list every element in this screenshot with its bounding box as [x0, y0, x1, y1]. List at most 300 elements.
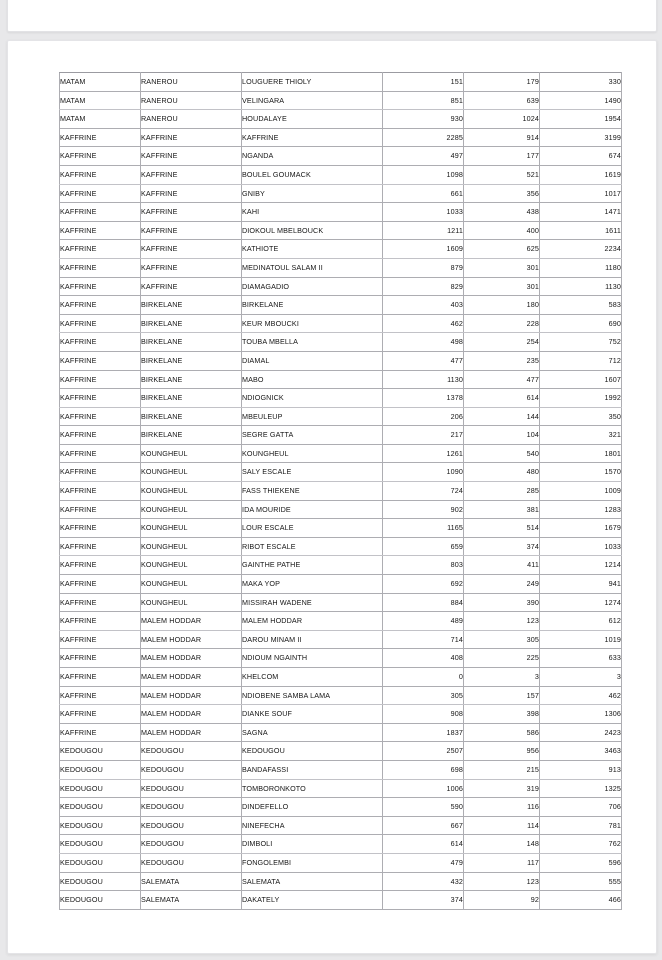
cell-n1: 477 [383, 351, 464, 370]
cell-region: KAFFRINE [60, 389, 141, 408]
cell-region: KAFFRINE [60, 240, 141, 259]
cell-commune: DAROU MINAM II [242, 630, 383, 649]
table-row [60, 333, 622, 352]
cell-n3: 941 [540, 575, 622, 594]
cell-dept: KOUNGHEUL [141, 556, 242, 575]
cell-region: KAFFRINE [60, 668, 141, 687]
cell-n2: 480 [464, 463, 540, 482]
cell-n3: 2423 [540, 723, 622, 742]
table-row [60, 370, 622, 389]
cell-commune: SEGRE GATTA [242, 426, 383, 445]
cell-commune: FASS THIEKENE [242, 482, 383, 501]
cell-n1: 206 [383, 407, 464, 426]
cell-n1: 2285 [383, 128, 464, 147]
table-row [60, 649, 622, 668]
cell-n1: 489 [383, 612, 464, 631]
cell-n2: 374 [464, 537, 540, 556]
cell-n3: 1283 [540, 500, 622, 519]
table-row [60, 500, 622, 519]
cell-commune: LOUR ESCALE [242, 519, 383, 538]
cell-region: KEDOUGOU [60, 891, 141, 910]
cell-region: KAFFRINE [60, 351, 141, 370]
cell-dept: KAFFRINE [141, 258, 242, 277]
cell-region: KEDOUGOU [60, 872, 141, 891]
cell-n2: 235 [464, 351, 540, 370]
cell-region: KEDOUGOU [60, 779, 141, 798]
cell-n1: 829 [383, 277, 464, 296]
previous-page-sheet [7, 0, 657, 32]
cell-commune: FONGOLEMBI [242, 853, 383, 872]
cell-region: KAFFRINE [60, 370, 141, 389]
cell-n3: 633 [540, 649, 622, 668]
cell-n3: 3 [540, 668, 622, 687]
cell-dept: BIRKELANE [141, 370, 242, 389]
cell-n1: 692 [383, 575, 464, 594]
cell-n2: 411 [464, 556, 540, 575]
cell-dept: MALEM HODDAR [141, 686, 242, 705]
cell-n2: 116 [464, 798, 540, 817]
cell-n2: 301 [464, 258, 540, 277]
cell-dept: KAFFRINE [141, 165, 242, 184]
cell-region: KAFFRINE [60, 128, 141, 147]
table-row [60, 779, 622, 798]
cell-n2: 586 [464, 723, 540, 742]
table-row [60, 853, 622, 872]
cell-commune: DINDEFELLO [242, 798, 383, 817]
table-row [60, 73, 622, 92]
cell-commune: DIANKE SOUF [242, 705, 383, 724]
cell-region: KAFFRINE [60, 426, 141, 445]
cell-n1: 305 [383, 686, 464, 705]
cell-n2: 639 [464, 91, 540, 110]
cell-n2: 305 [464, 630, 540, 649]
table-row [60, 314, 622, 333]
table-row [60, 128, 622, 147]
cell-dept: MALEM HODDAR [141, 649, 242, 668]
cell-n2: 625 [464, 240, 540, 259]
table-row [60, 389, 622, 408]
cell-dept: BIRKELANE [141, 407, 242, 426]
cell-n3: 1490 [540, 91, 622, 110]
cell-commune: MABO [242, 370, 383, 389]
cell-commune: DIOKOUL MBELBOUCK [242, 221, 383, 240]
cell-dept: KOUNGHEUL [141, 593, 242, 612]
cell-dept: MALEM HODDAR [141, 668, 242, 687]
cell-n1: 930 [383, 110, 464, 129]
cell-n3: 1471 [540, 203, 622, 222]
cell-n2: 521 [464, 165, 540, 184]
cell-n2: 390 [464, 593, 540, 612]
cell-n3: 3199 [540, 128, 622, 147]
cell-n3: 612 [540, 612, 622, 631]
table-row [60, 760, 622, 779]
cell-n1: 724 [383, 482, 464, 501]
cell-commune: SALY ESCALE [242, 463, 383, 482]
cell-region: KAFFRINE [60, 630, 141, 649]
table-row [60, 686, 622, 705]
cell-n1: 1165 [383, 519, 464, 538]
cell-n1: 1261 [383, 444, 464, 463]
cell-dept: BIRKELANE [141, 351, 242, 370]
cell-n3: 1570 [540, 463, 622, 482]
cell-commune: DIMBOLI [242, 835, 383, 854]
cell-dept: KAFFRINE [141, 147, 242, 166]
cell-n3: 330 [540, 73, 622, 92]
cell-commune: MAKA YOP [242, 575, 383, 594]
cell-n2: 1024 [464, 110, 540, 129]
cell-dept: KOUNGHEUL [141, 444, 242, 463]
cell-commune: KEDOUGOU [242, 742, 383, 761]
cell-n3: 596 [540, 853, 622, 872]
cell-n2: 148 [464, 835, 540, 854]
table-row [60, 816, 622, 835]
cell-n1: 498 [383, 333, 464, 352]
document-page [7, 40, 657, 954]
cell-n1: 661 [383, 184, 464, 203]
cell-n1: 884 [383, 593, 464, 612]
cell-commune: SALEMATA [242, 872, 383, 891]
table-row [60, 705, 622, 724]
cell-n1: 902 [383, 500, 464, 519]
cell-n2: 514 [464, 519, 540, 538]
table-row [60, 221, 622, 240]
cell-n3: 752 [540, 333, 622, 352]
cell-n2: 104 [464, 426, 540, 445]
cell-n3: 1033 [540, 537, 622, 556]
cell-commune: KAHI [242, 203, 383, 222]
table-row [60, 872, 622, 891]
cell-region: KEDOUGOU [60, 798, 141, 817]
table-row [60, 184, 622, 203]
cell-n3: 1992 [540, 389, 622, 408]
table-row [60, 240, 622, 259]
cell-commune: HOUDALAYE [242, 110, 383, 129]
cell-commune: KHELCOM [242, 668, 383, 687]
cell-n2: 477 [464, 370, 540, 389]
cell-n2: 956 [464, 742, 540, 761]
cell-region: KAFFRINE [60, 444, 141, 463]
table-row [60, 203, 622, 222]
cell-n3: 1611 [540, 221, 622, 240]
cell-commune: MEDINATOUL SALAM II [242, 258, 383, 277]
cell-region: KAFFRINE [60, 258, 141, 277]
cell-dept: KEDOUGOU [141, 816, 242, 835]
cell-n2: 117 [464, 853, 540, 872]
cell-n2: 3 [464, 668, 540, 687]
cell-dept: KOUNGHEUL [141, 575, 242, 594]
cell-region: KEDOUGOU [60, 760, 141, 779]
cell-region: KAFFRINE [60, 593, 141, 612]
cell-n2: 157 [464, 686, 540, 705]
cell-region: KAFFRINE [60, 165, 141, 184]
cell-n3: 321 [540, 426, 622, 445]
cell-dept: MALEM HODDAR [141, 723, 242, 742]
cell-n1: 408 [383, 649, 464, 668]
cell-dept: RANEROU [141, 73, 242, 92]
cell-region: KAFFRINE [60, 184, 141, 203]
cell-commune: BANDAFASSI [242, 760, 383, 779]
table-row [60, 296, 622, 315]
cell-commune: NDIOGNICK [242, 389, 383, 408]
cell-region: KAFFRINE [60, 147, 141, 166]
cell-n1: 908 [383, 705, 464, 724]
cell-commune: VELINGARA [242, 91, 383, 110]
cell-n3: 583 [540, 296, 622, 315]
table-row [60, 742, 622, 761]
cell-n2: 914 [464, 128, 540, 147]
cell-n1: 2507 [383, 742, 464, 761]
table-row [60, 258, 622, 277]
cell-dept: KEDOUGOU [141, 760, 242, 779]
cell-region: KAFFRINE [60, 463, 141, 482]
cell-n2: 301 [464, 277, 540, 296]
cell-n1: 851 [383, 91, 464, 110]
cell-n2: 144 [464, 407, 540, 426]
cell-commune: TOMBORONKOTO [242, 779, 383, 798]
cell-region: KAFFRINE [60, 575, 141, 594]
cell-n1: 1378 [383, 389, 464, 408]
cell-n3: 1679 [540, 519, 622, 538]
cell-region: KAFFRINE [60, 482, 141, 501]
cell-dept: SALEMATA [141, 872, 242, 891]
cell-n1: 497 [383, 147, 464, 166]
cell-n2: 114 [464, 816, 540, 835]
cell-n2: 356 [464, 184, 540, 203]
cell-dept: BIRKELANE [141, 314, 242, 333]
cell-n3: 2234 [540, 240, 622, 259]
cell-commune: NINEFECHA [242, 816, 383, 835]
cell-region: KAFFRINE [60, 296, 141, 315]
cell-region: KAFFRINE [60, 686, 141, 705]
cell-n3: 674 [540, 147, 622, 166]
table-container [59, 72, 621, 910]
cell-n3: 555 [540, 872, 622, 891]
cell-commune: BIRKELANE [242, 296, 383, 315]
cell-n1: 1006 [383, 779, 464, 798]
cell-n2: 225 [464, 649, 540, 668]
cell-n1: 714 [383, 630, 464, 649]
cell-n3: 690 [540, 314, 622, 333]
cell-n1: 403 [383, 296, 464, 315]
cell-n3: 1180 [540, 258, 622, 277]
cell-n2: 177 [464, 147, 540, 166]
cell-n2: 92 [464, 891, 540, 910]
cell-n2: 398 [464, 705, 540, 724]
cell-commune: NGANDA [242, 147, 383, 166]
cell-n3: 1017 [540, 184, 622, 203]
cell-dept: KOUNGHEUL [141, 500, 242, 519]
cell-dept: KAFFRINE [141, 240, 242, 259]
cell-region: KAFFRINE [60, 221, 141, 240]
cell-dept: BIRKELANE [141, 426, 242, 445]
cell-commune: LOUGUERE THIOLY [242, 73, 383, 92]
cell-dept: KOUNGHEUL [141, 463, 242, 482]
cell-n1: 432 [383, 872, 464, 891]
table-row [60, 575, 622, 594]
table-row [60, 537, 622, 556]
cell-n1: 614 [383, 835, 464, 854]
cell-commune: MBEULEUP [242, 407, 383, 426]
cell-dept: MALEM HODDAR [141, 630, 242, 649]
cell-commune: GAINTHE PATHE [242, 556, 383, 575]
cell-n1: 698 [383, 760, 464, 779]
cell-n2: 123 [464, 612, 540, 631]
table-row [60, 110, 622, 129]
cell-n3: 350 [540, 407, 622, 426]
cell-n1: 217 [383, 426, 464, 445]
cell-n1: 590 [383, 798, 464, 817]
cell-n1: 1130 [383, 370, 464, 389]
cell-commune: TOUBA MBELLA [242, 333, 383, 352]
cell-n3: 781 [540, 816, 622, 835]
cell-n2: 614 [464, 389, 540, 408]
table-row [60, 165, 622, 184]
table-body [60, 73, 622, 910]
table-row [60, 147, 622, 166]
cell-n1: 1090 [383, 463, 464, 482]
cell-region: KAFFRINE [60, 705, 141, 724]
cell-n3: 1607 [540, 370, 622, 389]
cell-n3: 1214 [540, 556, 622, 575]
cell-commune: KAFFRINE [242, 128, 383, 147]
cell-region: KEDOUGOU [60, 853, 141, 872]
cell-region: KAFFRINE [60, 333, 141, 352]
cell-n2: 319 [464, 779, 540, 798]
cell-n3: 1274 [540, 593, 622, 612]
cell-dept: MALEM HODDAR [141, 705, 242, 724]
cell-region: KAFFRINE [60, 537, 141, 556]
cell-n1: 151 [383, 73, 464, 92]
cell-n1: 462 [383, 314, 464, 333]
cell-commune: KATHIOTE [242, 240, 383, 259]
table-row [60, 407, 622, 426]
cell-commune: GNIBY [242, 184, 383, 203]
cell-region: KAFFRINE [60, 407, 141, 426]
table-row [60, 593, 622, 612]
cell-n3: 706 [540, 798, 622, 817]
cell-n3: 913 [540, 760, 622, 779]
cell-commune: IDA MOURIDE [242, 500, 383, 519]
cell-dept: KEDOUGOU [141, 853, 242, 872]
cell-n2: 215 [464, 760, 540, 779]
table-row [60, 556, 622, 575]
table-row [60, 351, 622, 370]
cell-n1: 879 [383, 258, 464, 277]
cell-region: MATAM [60, 73, 141, 92]
cell-n1: 1837 [383, 723, 464, 742]
cell-commune: KOUNGHEUL [242, 444, 383, 463]
cell-n1: 1033 [383, 203, 464, 222]
cell-dept: KOUNGHEUL [141, 482, 242, 501]
cell-region: MATAM [60, 91, 141, 110]
cell-n2: 249 [464, 575, 540, 594]
table-row [60, 277, 622, 296]
cell-region: KAFFRINE [60, 612, 141, 631]
cell-n3: 1019 [540, 630, 622, 649]
cell-n1: 1098 [383, 165, 464, 184]
cell-n3: 1954 [540, 110, 622, 129]
cell-commune: RIBOT ESCALE [242, 537, 383, 556]
cell-dept: KAFFRINE [141, 221, 242, 240]
cell-region: KAFFRINE [60, 519, 141, 538]
cell-dept: KOUNGHEUL [141, 537, 242, 556]
table-row [60, 723, 622, 742]
cell-n2: 179 [464, 73, 540, 92]
cell-n3: 1009 [540, 482, 622, 501]
table-row [60, 835, 622, 854]
cell-region: KAFFRINE [60, 500, 141, 519]
cell-region: KEDOUGOU [60, 835, 141, 854]
table-row [60, 426, 622, 445]
cell-commune: KEUR MBOUCKI [242, 314, 383, 333]
cell-n1: 1609 [383, 240, 464, 259]
cell-commune: DAKATELY [242, 891, 383, 910]
table-row [60, 630, 622, 649]
cell-n1: 0 [383, 668, 464, 687]
cell-dept: KAFFRINE [141, 128, 242, 147]
cell-dept: SALEMATA [141, 891, 242, 910]
cell-n3: 3463 [540, 742, 622, 761]
cell-dept: RANEROU [141, 110, 242, 129]
cell-n2: 228 [464, 314, 540, 333]
cell-n2: 381 [464, 500, 540, 519]
cell-n3: 712 [540, 351, 622, 370]
cell-n3: 1801 [540, 444, 622, 463]
cell-n3: 1325 [540, 779, 622, 798]
cell-dept: BIRKELANE [141, 296, 242, 315]
table-row [60, 612, 622, 631]
cell-commune: NDIOBENE SAMBA LAMA [242, 686, 383, 705]
cell-commune: NDIOUM NGAINTH [242, 649, 383, 668]
cell-region: KAFFRINE [60, 649, 141, 668]
cell-dept: KAFFRINE [141, 277, 242, 296]
cell-dept: KAFFRINE [141, 184, 242, 203]
cell-n1: 374 [383, 891, 464, 910]
cell-n3: 762 [540, 835, 622, 854]
cell-region: KAFFRINE [60, 723, 141, 742]
cell-dept: KAFFRINE [141, 203, 242, 222]
cell-region: MATAM [60, 110, 141, 129]
cell-commune: DIAMAL [242, 351, 383, 370]
cell-dept: KEDOUGOU [141, 742, 242, 761]
cell-n1: 1211 [383, 221, 464, 240]
cell-dept: KOUNGHEUL [141, 519, 242, 538]
table-row [60, 668, 622, 687]
cell-n3: 1130 [540, 277, 622, 296]
table-row [60, 482, 622, 501]
cell-n1: 667 [383, 816, 464, 835]
cell-n1: 803 [383, 556, 464, 575]
cell-n2: 400 [464, 221, 540, 240]
cell-n2: 540 [464, 444, 540, 463]
cell-dept: BIRKELANE [141, 389, 242, 408]
cell-dept: BIRKELANE [141, 333, 242, 352]
cell-dept: MALEM HODDAR [141, 612, 242, 631]
cell-dept: KEDOUGOU [141, 798, 242, 817]
cell-n3: 1306 [540, 705, 622, 724]
cell-n1: 659 [383, 537, 464, 556]
cell-commune: SAGNA [242, 723, 383, 742]
table-row [60, 91, 622, 110]
cell-n2: 180 [464, 296, 540, 315]
cell-region: KEDOUGOU [60, 816, 141, 835]
cell-n2: 123 [464, 872, 540, 891]
cell-n2: 438 [464, 203, 540, 222]
table-row [60, 463, 622, 482]
cell-region: KAFFRINE [60, 203, 141, 222]
table-row [60, 519, 622, 538]
cell-dept: KEDOUGOU [141, 835, 242, 854]
